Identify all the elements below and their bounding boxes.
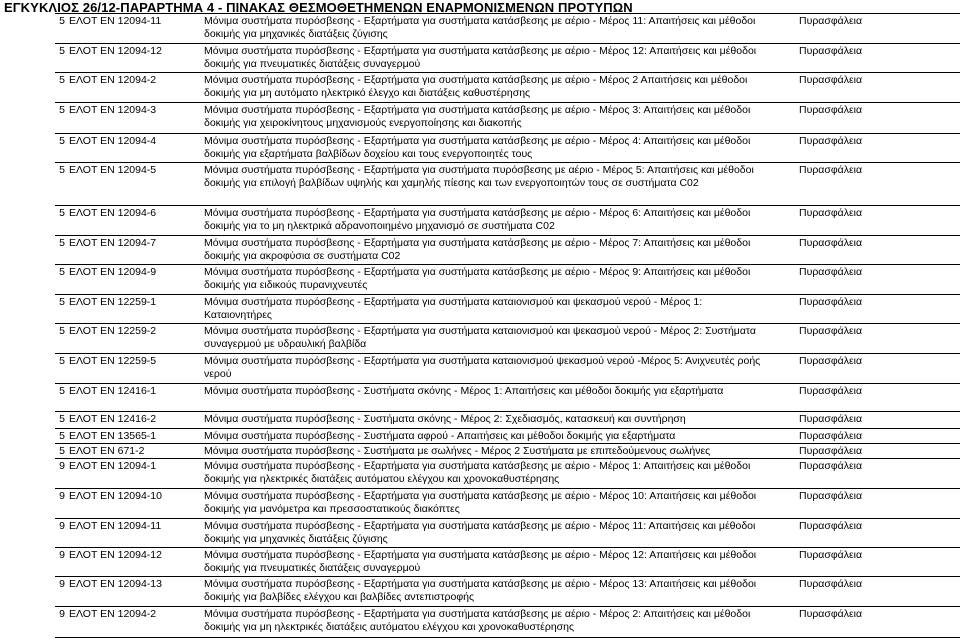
row-number: 5 [59, 104, 65, 116]
standard-code: ΕΛΟΤ ΕΝ 12094-11 [69, 520, 162, 532]
description-line: δοκιμής για ηλεκτρικές διατάξεις αυτόματου ελέγχου και χρονοκαθυστέρησης [204, 473, 560, 485]
row-number: 5 [59, 237, 65, 249]
row-divider [55, 383, 960, 384]
standard-code: ΕΛΟΤ ΕΝ 12259-1 [69, 296, 157, 308]
standard-description [204, 385, 798, 398]
category-label: Πυρασφάλεια [799, 296, 863, 308]
title-main: ΠΙΝΑΚΑΣ ΘΕΣΜΟΘΕΤΗΜΕΝΩΝ ΕΝΑΡΜΟΝΙΣΜΕΝΩΝ ΠΡΟΤΥΠΩΝ [226, 0, 633, 15]
row-number: 5 [59, 325, 65, 337]
description-line: δοκιμής για μηχανικές διατάξεις ζύγισης [204, 28, 388, 40]
row-divider [55, 637, 960, 638]
standard-code: ΕΛΟΤ ΕΝ 12094-12 [69, 45, 162, 57]
standard-description [204, 490, 798, 516]
row-divider [55, 13, 960, 14]
row-number: 5 [59, 74, 65, 86]
standard-code: ΕΛΟΤ ΕΝ 12094-2 [69, 74, 157, 86]
row-divider [55, 443, 960, 444]
description-line: Μόνιμα συστήματα πυρόσβεσης - Συστήματα σκόνης - Μέρος 2: Σχεδιασμός, κατασκευή και συντήρηση [204, 413, 686, 425]
standard-code: ΕΛΟΤ ΕΝ 12416-2 [69, 413, 157, 425]
row-number: 5 [59, 385, 65, 397]
standard-description [204, 266, 798, 292]
description-line: συναγερμού με υδραυλική βαλβίδα [204, 338, 367, 350]
standard-description [204, 104, 798, 130]
category-label: Πυρασφάλεια [799, 490, 863, 502]
standard-description [204, 237, 798, 263]
row-number: 5 [59, 296, 65, 308]
row-divider [55, 43, 960, 44]
standard-code: ΕΛΟΤ ΕΝ 12094-13 [69, 578, 162, 590]
standard-code: ΕΛΟΤ ΕΝ 12094-1 [69, 460, 157, 472]
description-line: Μόνιμα συστήματα πυρόσβεσης - Εξαρτήματα για συστήματα κατάσβεσης με αέριο - Μέρος 2 Απαιτήσεις και μέθοδοι [204, 74, 748, 86]
row-number: 9 [59, 608, 65, 620]
category-label: Πυρασφάλεια [799, 135, 863, 147]
standard-description [204, 549, 798, 575]
row-divider [55, 458, 960, 459]
description-line: δοκιμής για το μη ηλεκτρικά αδρανοποιημένο μηχανισμό σε συστήματα C02 [204, 220, 555, 232]
row-divider [55, 576, 960, 577]
row-number: 5 [59, 266, 65, 278]
standard-description [204, 325, 798, 351]
category-label: Πυρασφάλεια [799, 549, 863, 561]
standard-code: ΕΛΟΤ ΕΝ 12094-4 [69, 135, 157, 147]
category-label: Πυρασφάλεια [799, 460, 863, 472]
description-line: δοκιμής για μη αυτόματο ηλεκτρικό έλεγχο και διατάξεις καθυστέρησης [204, 87, 531, 99]
description-line: δοκιμής για επιλογή βαλβίδων υψηλής και χαμηλής πίεσης και των ενεργοποιητών τους σε συστήματα C02 [204, 177, 699, 189]
row-divider [55, 102, 960, 103]
description-line: Μόνιμα συστήματα πυρόσβεσης - Εξαρτήματα για συστήματα καταιονισμού ψεκασμού νερού -Μέρος 5: Ανιχνευτές ροής [204, 355, 761, 367]
category-label: Πυρασφάλεια [799, 45, 863, 57]
description-line: δοκιμής για εξαρτήματα βαλβίδων δοχείου και τους ενεργοποιητές τους [204, 148, 533, 160]
description-line: δοκιμής για μανόμετρα και πρεσσοστατικούς διακόπτες [204, 503, 460, 515]
category-label: Πυρασφάλεια [799, 266, 863, 278]
description-line: Μόνιμα συστήματα πυρόσβεσης - Εξαρτήματα για συστήματα κατάσβεσης με αέριο - Μέρος 9: Απαιτήσεις και μέθοδοι [204, 266, 751, 278]
description-line: Μόνιμα συστήματα πυρόσβεσης - Εξαρτήματα για συστήματα κατάσβεσης με αέριο - Μέρος 10: Απαιτήσεις και μέθοδοι [204, 490, 757, 502]
row-divider [55, 518, 960, 519]
row-number: 5 [59, 413, 65, 425]
standard-description [204, 135, 798, 161]
description-line: Μόνιμα συστήματα πυρόσβεσης - Εξαρτήματα για συστήματα κατάσβεσης με αέριο - Μέρος 7: Απαιτήσεις και μέθοδοι [204, 237, 751, 249]
row-number: 5 [59, 45, 65, 57]
standard-description [204, 460, 798, 486]
standard-code: ΕΛΟΤ ΕΝ 12094-3 [69, 104, 157, 116]
description-line: Καταιονητήρες [204, 309, 272, 321]
row-divider [55, 205, 960, 206]
description-line: Μόνιμα συστήματα πυρόσβεσης - Εξαρτήματα για συστήματα κατάσβεσης με αέριο - Μέρος 6: Απαιτήσεις και μέθοδοι [204, 207, 751, 219]
standard-description [204, 164, 798, 190]
standard-description [204, 355, 798, 381]
row-divider [55, 294, 960, 295]
standard-code: ΕΛΟΤ ΕΝ 12094-12 [69, 549, 162, 561]
standard-code: ΕΛΟΤ ΕΝ 12094-11 [69, 15, 162, 27]
description-line: Μόνιμα συστήματα πυρόσβεσης - Συστήματα σκόνης - Μέρος 1: Απαιτήσεις και μέθοδοι δοκιμής για εξαρτήματα [204, 385, 724, 397]
description-line: νερού [204, 368, 232, 380]
standard-description [204, 413, 798, 426]
description-line: δοκιμής για βαλβίδες ελέγχου και βαλβίδες αντεπιστροφής [204, 591, 475, 603]
standard-description [204, 578, 798, 604]
row-number: 9 [59, 520, 65, 532]
row-number: 5 [59, 164, 65, 176]
description-line: δοκιμής για πνευματικές διατάξεις συναγερμού [204, 562, 421, 574]
standard-code: ΕΛΟΤ ΕΝ 12094-10 [69, 490, 162, 502]
row-divider [55, 547, 960, 548]
description-line: Μόνιμα συστήματα πυρόσβεσης - Εξαρτήματα για συστήματα καταιονισμού και ψεκασμού νερού - Μέρος 1: [204, 296, 703, 308]
description-line: Μόνιμα συστήματα πυρόσβεσης - Συστήματα με σωλήνες - Μέρος 2 Συστήματα με επιπεδούμενους σωλήνες [204, 445, 711, 457]
category-label: Πυρασφάλεια [799, 445, 863, 457]
row-divider [55, 162, 960, 163]
row-divider [55, 133, 960, 134]
category-label: Πυρασφάλεια [799, 74, 863, 86]
standard-description [204, 15, 798, 41]
description-line: Μόνιμα συστήματα πυρόσβεσης - Συστήματα αφρού - Απαιτήσεις και μέθοδοι δοκιμής για εξαρτήματα [204, 430, 676, 442]
category-label: Πυρασφάλεια [799, 355, 863, 367]
category-label: Πυρασφάλεια [799, 520, 863, 532]
row-divider [55, 264, 960, 265]
description-line: Μόνιμα συστήματα πυρόσβεσης - Εξαρτήματα για συστήματα κατάσβεσης με αέριο - Μέρος 2: Απαιτήσεις και μέθοδοι [204, 608, 751, 620]
category-label: Πυρασφάλεια [799, 413, 863, 425]
row-divider [55, 488, 960, 489]
standard-code: ΕΛΟΤ ΕΝ 12094-7 [69, 237, 157, 249]
standard-description [204, 520, 798, 546]
row-divider [55, 353, 960, 354]
standard-description [204, 207, 798, 233]
standard-code: ΕΛΟΤ ΕΝ 12259-2 [69, 325, 157, 337]
standard-code: ΕΛΟΤ ΕΝ 671-2 [69, 445, 145, 457]
standard-code: ΕΛΟΤ ΕΝ 12094-2 [69, 608, 157, 620]
description-line: Μόνιμα συστήματα πυρόσβεσης - Εξαρτήματα για συστήματα κατάσβεσης με αέριο - Μέρος 3: Απαιτήσεις και μέθοδοι [204, 104, 751, 116]
row-divider [55, 428, 960, 429]
standard-description [204, 296, 798, 322]
category-label: Πυρασφάλεια [799, 104, 863, 116]
standard-code: ΕΛΟΤ ΕΝ 12094-5 [69, 164, 157, 176]
row-divider [55, 323, 960, 324]
standard-description [204, 45, 798, 71]
standard-code: ΕΛΟΤ ΕΝ 12416-1 [69, 385, 157, 397]
description-line: Μόνιμα συστήματα πυρόσβεσης - Εξαρτήματα για συστήματα κατάσβεσης με αέριο - Μέρος 11: Απαιτήσεις και μέθοδοι [204, 520, 756, 532]
row-number: 5 [59, 445, 65, 457]
category-label: Πυρασφάλεια [799, 207, 863, 219]
description-line: Μόνιμα συστήματα πυρόσβεσης - Εξαρτήματα για συστήματα καταιονισμού και ψεκασμού νερού - Μέρος 2: Συστήματα [204, 325, 756, 337]
standard-description [204, 74, 798, 100]
description-line: Μόνιμα συστήματα πυρόσβεσης - Εξαρτήματα για συστήματα κατάσβεσης με αέριο - Μέρος 13: Απαιτήσεις και μέθοδοι [204, 578, 757, 590]
row-divider [55, 72, 960, 73]
row-number: 5 [59, 430, 65, 442]
standard-description [204, 445, 798, 458]
category-label: Πυρασφάλεια [799, 237, 863, 249]
row-number: 9 [59, 578, 65, 590]
description-line: Μόνιμα συστήματα πυρόσβεσης - Εξαρτήματα για συστήματα κατάσβεσης με αέριο - Μέρος 1: Απαιτήσεις και μέθοδοι [204, 460, 751, 472]
standard-code: ΕΛΟΤ ΕΝ 13565-1 [69, 430, 157, 442]
description-line: δοκιμής για χειροκίνητους μηχανισμούς ενεργοποίησης και διακοπής [204, 117, 522, 129]
standard-description [204, 608, 798, 634]
description-line: δοκιμής για πνευματικές διατάξεις συναγερμού [204, 58, 421, 70]
row-divider [55, 411, 960, 412]
row-number: 5 [59, 355, 65, 367]
description-line: Μόνιμα συστήματα πυρόσβεσης - Εξαρτήματα για συστήματα κατάσβεσης με αέριο - Μέρος 12: Απαιτήσεις και μέθοδοι [204, 45, 757, 57]
standard-code: ΕΛΟΤ ΕΝ 12094-9 [69, 266, 157, 278]
title-prefix: ΕΓΚΥΚΛΙΟΣ 26/12-ΠΑΡΑΡΤΗΜΑ 4 - [4, 0, 227, 15]
description-line: Μόνιμα συστήματα πυρόσβεσης - Εξαρτήματα για συστήματα πυρόσβεσης με αέριο - Μέρος 5: Απαιτήσεις και μέθοδοι [204, 164, 754, 176]
standard-code: ΕΛΟΤ ΕΝ 12259-5 [69, 355, 157, 367]
row-number: 5 [59, 207, 65, 219]
description-line: Μόνιμα συστήματα πυρόσβεσης - Εξαρτήματα για συστήματα κατάσβεσης με αέριο - Μέρος 4: Απαιτήσεις και μέθοδοι [204, 135, 751, 147]
row-divider [55, 606, 960, 607]
description-line: δοκιμής για ειδικούς πυρανιχνευτές [204, 279, 368, 291]
row-number: 9 [59, 460, 65, 472]
description-line: δοκιμής για ακροφύσια σε συστήματα C02 [204, 250, 401, 262]
description-line: δοκιμής για μηχανικές διατάξεις ζύγισης [204, 533, 388, 545]
category-label: Πυρασφάλεια [799, 15, 863, 27]
row-number: 9 [59, 490, 65, 502]
category-label: Πυρασφάλεια [799, 325, 863, 337]
row-number: 5 [59, 135, 65, 147]
standard-code: ΕΛΟΤ ΕΝ 12094-6 [69, 207, 157, 219]
row-number: 9 [59, 549, 65, 561]
standard-description [204, 430, 798, 443]
row-number: 5 [59, 15, 65, 27]
category-label: Πυρασφάλεια [799, 385, 863, 397]
description-line: Μόνιμα συστήματα πυρόσβεσης - Εξαρτήματα για συστήματα κατάσβεσης με αέριο - Μέρος 11: Απαιτήσεις και μέθοδοι [204, 15, 756, 27]
category-label: Πυρασφάλεια [799, 608, 863, 620]
category-label: Πυρασφάλεια [799, 578, 863, 590]
category-label: Πυρασφάλεια [799, 430, 863, 442]
description-line: Μόνιμα συστήματα πυρόσβεσης - Εξαρτήματα για συστήματα κατάσβεσης με αέριο - Μέρος 12: Απαιτήσεις και μέθοδοι [204, 549, 757, 561]
description-line: δοκιμής για μη ηλεκτρικές διατάξεις αυτόματου ελέγχου και χρονοκαθυστέρησης [204, 621, 575, 633]
category-label: Πυρασφάλεια [799, 164, 863, 176]
row-divider [55, 235, 960, 236]
